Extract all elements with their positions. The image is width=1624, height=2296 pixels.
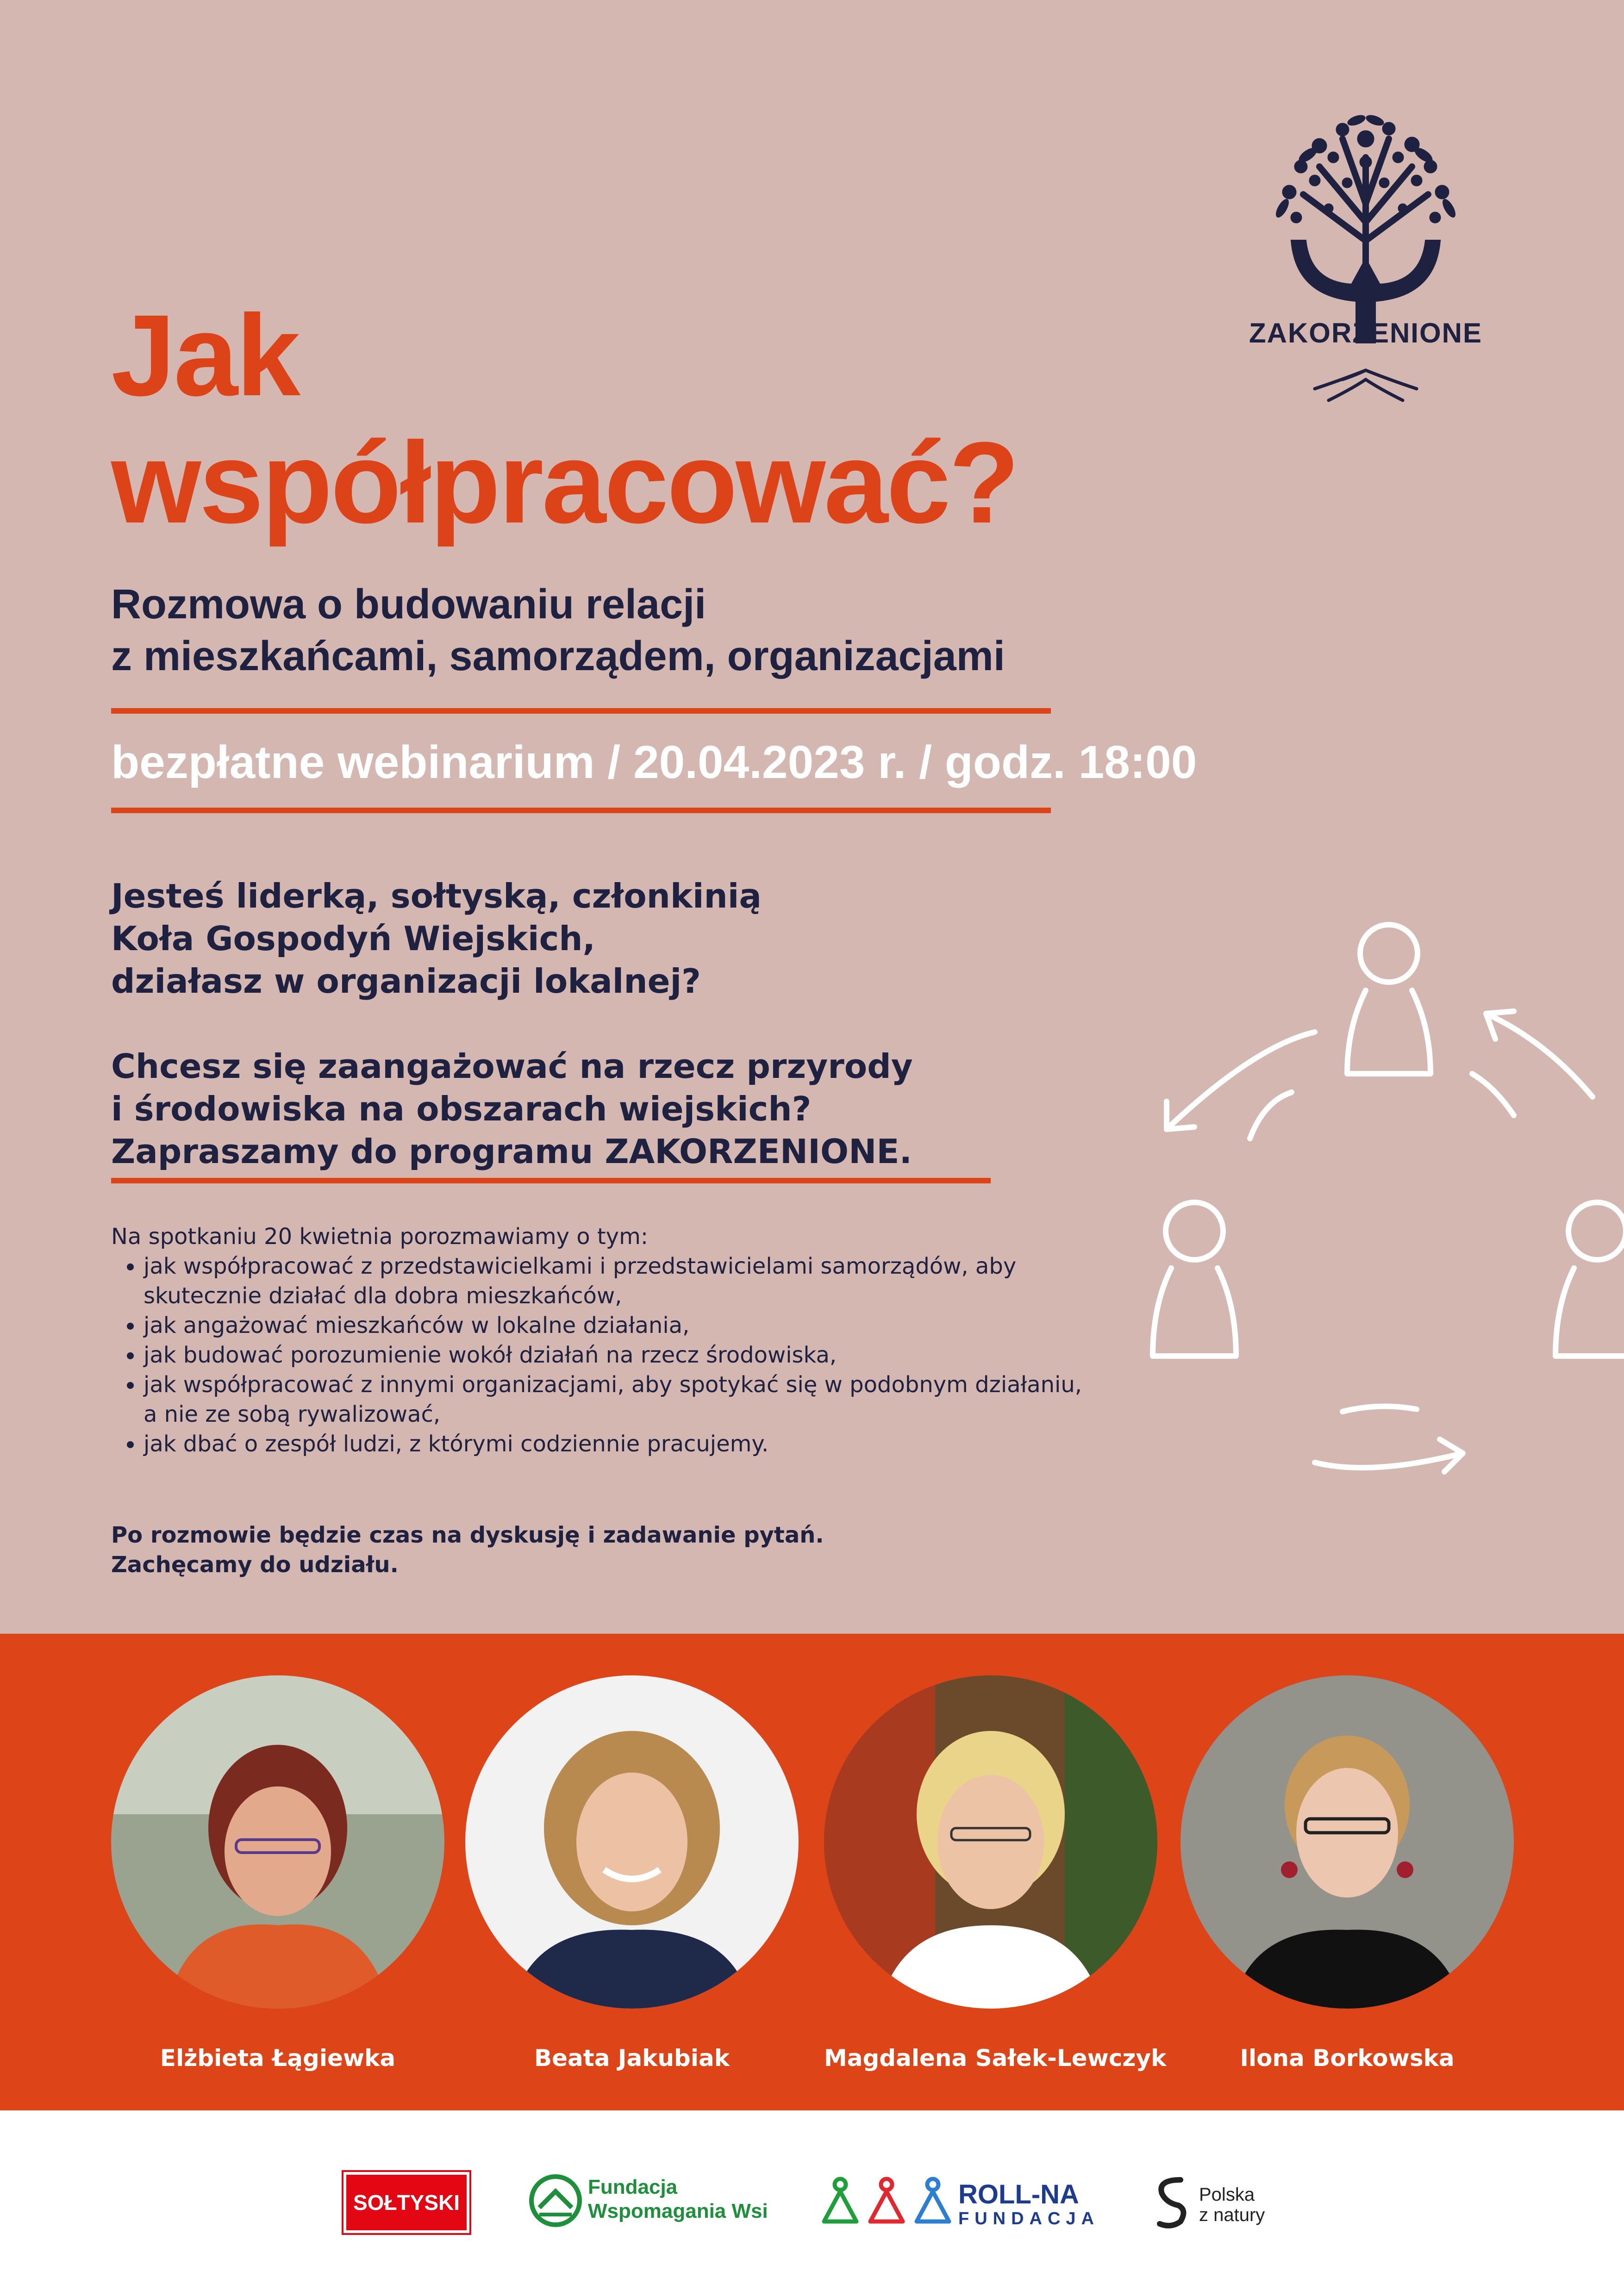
speaker-name: Ilona Borkowska [1240,2045,1455,2072]
partner-line: Fundacja [588,2176,678,2198]
soltyski-logo: SOŁTYSKI [344,2172,469,2233]
closing-text [111,1520,1037,1580]
intro-line: Zapraszamy do programu ZAKORZENIONE. [111,1132,912,1171]
speaker-name: Magdalena Sałek-Lewczyk [824,2045,1167,2072]
people-cycle-icon [1139,898,1624,1518]
intro-line: działasz w organizacji lokalnej? [111,962,701,1001]
polska-z-natury-text [1199,2184,1265,2225]
list-item: • jak dbać o zespół ludzi, z którymi codziennie pracujemy. [144,1429,1083,1459]
event-info: bezpłatne webinarium / 20.04.2023 r. / godz. 18:00 [111,736,1197,788]
intro-line: Jesteś liderką, sołtyską, członkinią [111,877,762,915]
divider [111,708,1051,714]
speaker-photo [1181,1675,1514,2009]
list-item: • jak angażować mieszkańców w lokalne działania, [144,1311,1083,1340]
list-item: • jak współpracować z innymi organizacjami, aby spotykać się w podobnym działaniu, a nie ze sobą rywalizować, [144,1370,1083,1429]
logo-wordmark: ZAKORZENIONE [1249,317,1482,348]
speaker-name: Elżbieta Łągiewka [160,2045,396,2072]
partner-line: Wspomagania Wsi [588,2200,768,2222]
closing-line: Po rozmowie będzie czas na dyskusję i zadawanie pytań. [111,1522,824,1548]
partner-line: Polska [1199,2184,1255,2205]
closing-line: Zachęcamy do udziału. [111,1552,399,1578]
intro-line: Koła Gospodyń Wiejskich, [111,919,595,958]
intro-line: Chcesz się zaangażować na rzecz przyrody [111,1047,913,1086]
speaker-card [1181,1675,1514,2072]
list-item: • jak współpracować z przedstawicielkami i przedstawicielami samorządów, aby skutecznie działać dla dobra mieszkańców, [144,1251,1083,1311]
roll-na-logo-icon [819,2175,954,2231]
speaker-photo [111,1675,444,2009]
fundacja-wspomagania-wsi-text [588,2175,768,2223]
polska-z-natury-logo-icon [1153,2173,1190,2233]
subtitle-line: z mieszkańcami, samorządem, organizacjami [111,633,1005,679]
speaker-card [111,1675,444,2072]
partners-footer [0,2110,1624,2296]
title-line: Jak [111,291,299,420]
page-title [111,292,1268,546]
list-item: • jak budować porozumienie wokół działań na rzecz środowiska, [144,1340,1083,1370]
subtitle-line: Rozmowa o budowaniu relacji [111,581,706,628]
intro-paragraph [111,1045,1037,1173]
title-line: współpracować? [111,418,1018,547]
fundacja-wspomagania-wsi-logo-icon [528,2173,583,2228]
divider [111,1178,991,1183]
intro-text [111,875,1037,1173]
intro-paragraph [111,875,1037,1002]
partner-line: ROLL-NA [958,2179,1079,2209]
speaker-card [465,1675,799,2072]
roll-na-text [958,2181,1099,2229]
divider [111,808,1051,813]
subtitle [111,579,1361,682]
topics-lead: Na spotkaniu 20 kwietnia porozmawiamy o tym: [111,1224,649,1250]
intro-line: i środowiska na obszarach wiejskich? [111,1089,812,1128]
topics-list [111,1222,1083,1459]
speaker-photo [824,1675,1157,2009]
partner-line: FUNDACJA [958,2209,1099,2228]
speaker-card [824,1675,1167,2072]
speaker-name: Beata Jakubiak [534,2045,730,2072]
speaker-photo [465,1675,799,2009]
partner-line: z natury [1199,2205,1265,2225]
